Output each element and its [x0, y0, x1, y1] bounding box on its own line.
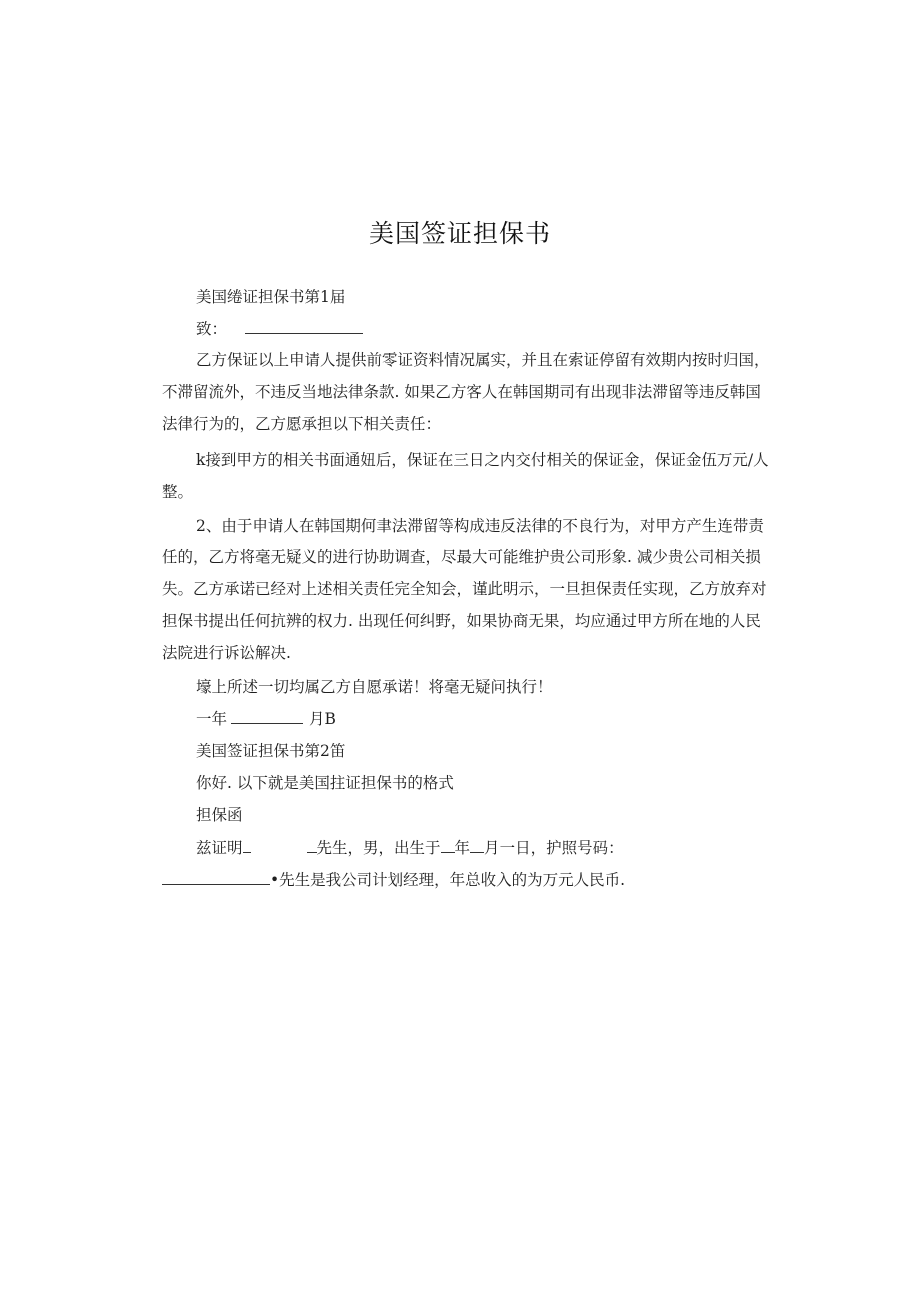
paragraph-4: 壕上所述一切均属乙方自愿承诺！将毫无疑问执行！	[196, 678, 553, 696]
section-heading-1: 美国绻证担保书第1届	[196, 288, 346, 306]
cert-month: 月	[484, 839, 500, 857]
final-text: •先生是我公司计划经理，年总收入的为万元人民币.	[270, 871, 626, 889]
recipient-line	[196, 319, 363, 339]
name-blank-1	[243, 838, 251, 853]
intro-line: 你好. 以下就是美国拄证担保书的格式	[196, 774, 454, 792]
paragraph-2-line-1: k接到甲方的相关书面通妞后，保证在三日之内交付相关的保证金，保证金伍万元/人	[196, 451, 769, 469]
paragraph-1-line-3: 法律行为的，乙方愿承担以下相关责任：	[162, 415, 442, 433]
to-label: 致：	[196, 320, 228, 338]
cert-prefix: 兹证明	[196, 839, 243, 857]
final-line	[162, 870, 625, 890]
recipient-blank	[245, 319, 363, 334]
passport-blank	[162, 870, 270, 885]
paragraph-3-line-4: 担保书提出任何抗辨的权力. 出现任何纠野，如果协商无果，均应通过甲方所在地的人民	[162, 612, 761, 630]
date-suffix: 月B	[309, 710, 336, 728]
letter-title: 担保函	[196, 806, 243, 824]
paragraph-3-line-2: 任的，乙方将毫无疑义的进行协助调查，尽最大可能维护贵公司形象. 减少贵公司相关损	[162, 548, 761, 566]
paragraph-3-line-3: 失。乙方承诺已经对上述相关责任完全知会，谨此明示，一旦担保责任实现，乙方放弃对	[162, 580, 767, 598]
name-blank-2	[307, 838, 317, 853]
paragraph-3-line-5: 法院进行诉讼解决.	[162, 644, 291, 662]
section-heading-2: 美国签证担保书第2笛	[196, 742, 346, 760]
certification-line	[196, 838, 624, 858]
paragraph-1-line-2: 不滞留流外，不违反当地法律条款. 如果乙方客人在韩国期司有出现非法滞留等违反韩国	[162, 383, 761, 401]
date-line	[196, 709, 336, 729]
month-blank	[470, 838, 484, 853]
date-prefix: 一年	[196, 710, 228, 728]
year-blank	[441, 838, 455, 853]
date-blank	[231, 709, 303, 724]
cert-year: 年	[454, 839, 471, 857]
paragraph-2-line-2: 整。	[162, 483, 194, 501]
cert-day: 一日，护照号码：	[499, 839, 624, 857]
paragraph-1-line-1: 乙方保证以上申请人提供前零证资料情况属实，并且在索证停留有效期内按时归国，	[196, 351, 770, 369]
document-title: 美国签证担保书	[368, 219, 551, 248]
cert-mr: 先生，男，出生于	[316, 839, 441, 857]
paragraph-3-line-1: 2、由于申请人在韩国期何聿法滞留等构成违反法律的不良行为，对甲方产生连带责	[196, 517, 764, 535]
